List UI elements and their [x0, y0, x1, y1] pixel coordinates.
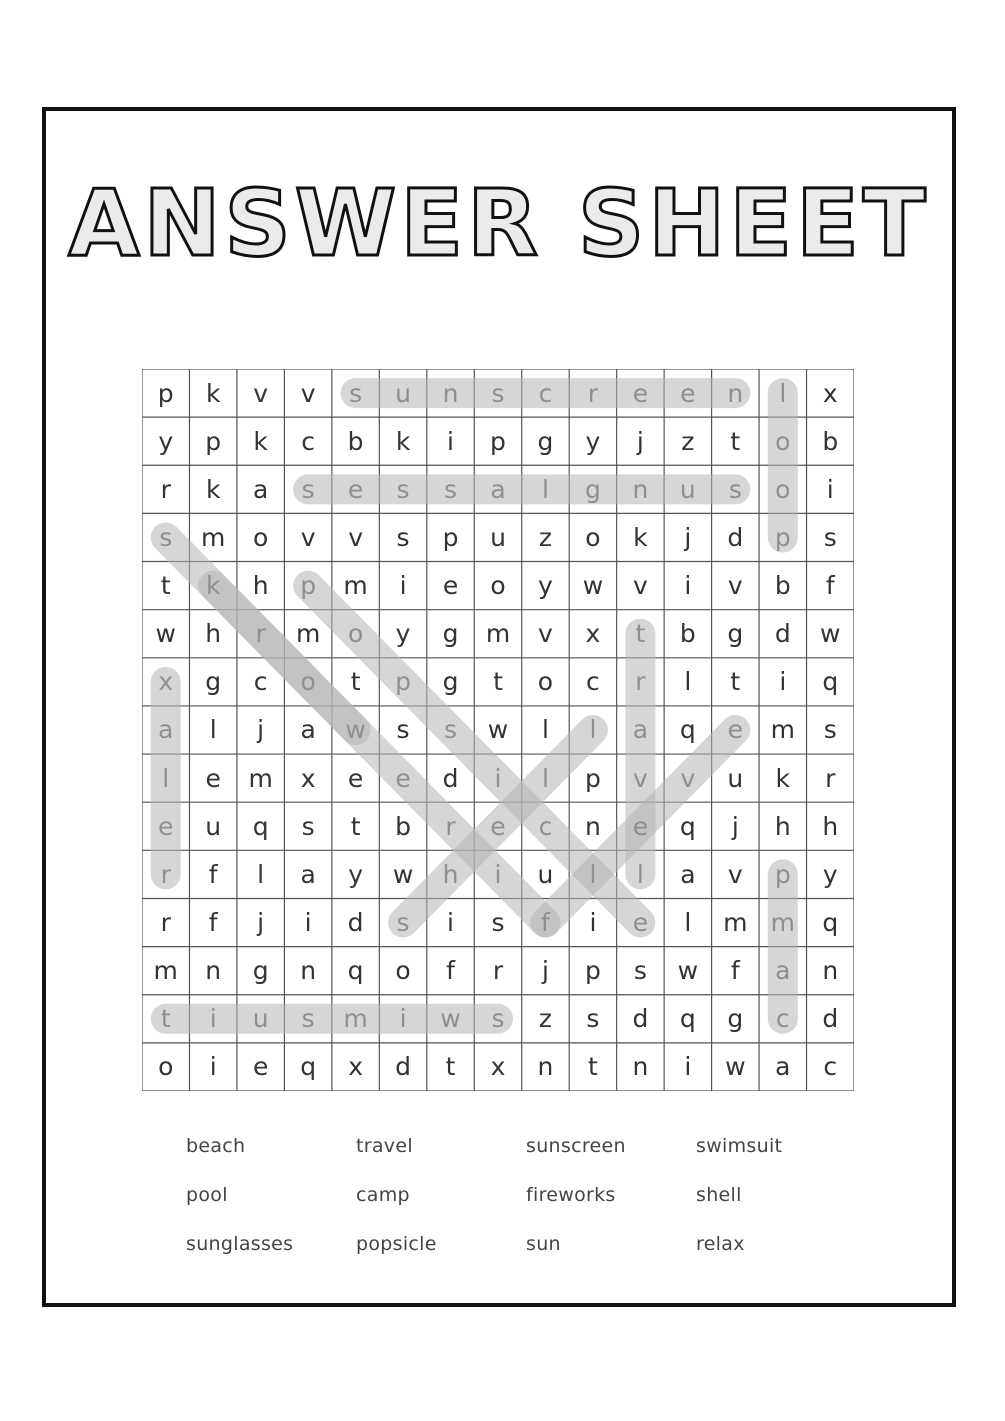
grid-cell: g: [205, 667, 222, 697]
grid-cell: n: [632, 474, 649, 504]
grid-cell: w: [582, 571, 604, 601]
grid-cell: z: [538, 1004, 553, 1034]
word-list-item: popsicle: [356, 1233, 437, 1255]
grid-cell: m: [343, 571, 368, 601]
grid-cell: y: [822, 859, 838, 889]
word-list-item: sunglasses: [186, 1233, 294, 1255]
grid-cell: s: [491, 1004, 505, 1034]
grid-cell: x: [822, 378, 838, 408]
grid-cell: u: [205, 811, 222, 841]
grid-cell: j: [636, 426, 644, 456]
grid-cell: o: [537, 667, 554, 697]
grid-cell: p: [300, 571, 317, 601]
grid-cell: x: [490, 1052, 506, 1082]
grid-cell: c: [253, 667, 268, 697]
grid-cell: n: [584, 811, 601, 841]
grid-cell: m: [295, 619, 321, 649]
grid-cell: s: [823, 522, 837, 552]
grid-cell: t: [493, 667, 503, 697]
grid-cell: n: [537, 1052, 554, 1082]
grid-cell: v: [348, 522, 363, 552]
grid-cell: a: [680, 859, 696, 889]
grid-cell: o: [775, 426, 791, 456]
grid-cell: c: [538, 378, 553, 408]
grid-cell: o: [490, 571, 506, 601]
grid-cell: h: [774, 811, 791, 841]
grid-cell: p: [774, 522, 791, 552]
grid-cell: v: [727, 859, 743, 889]
grid-cell: w: [677, 956, 699, 986]
grid-cell: r: [825, 763, 836, 793]
grid-cell: s: [491, 378, 505, 408]
grid-cell: t: [445, 1052, 456, 1082]
grid-cell: o: [395, 956, 411, 986]
grid-cell: k: [205, 474, 221, 504]
page-title: ANSWER SHEET: [68, 170, 930, 277]
grid-cell: e: [395, 763, 411, 793]
grid-cell: p: [584, 763, 601, 793]
grid-cell: y: [538, 571, 553, 601]
grid-cell: m: [153, 956, 178, 986]
grid-cell: d: [395, 1052, 411, 1082]
grid-cell: s: [301, 474, 315, 504]
grid-cell: r: [587, 378, 599, 408]
grid-cell: i: [494, 763, 502, 793]
grid-cell: k: [775, 763, 791, 793]
grid-cell: l: [257, 859, 265, 889]
grid-cell: i: [209, 1004, 217, 1034]
grid-cell: b: [347, 426, 364, 456]
letter-grid: [142, 369, 854, 1091]
grid-cell: c: [301, 426, 315, 456]
grid-cell: s: [349, 378, 363, 408]
grid-cell: s: [396, 474, 410, 504]
grid-cell: q: [822, 908, 839, 938]
grid-cell: h: [252, 571, 269, 601]
grid-cell: e: [727, 715, 744, 745]
grid-cell: y: [348, 859, 363, 889]
grid-cell: a: [775, 1052, 791, 1082]
grid-cell: m: [343, 1004, 368, 1034]
grid-cell: e: [680, 378, 696, 408]
grid-cell: r: [255, 619, 266, 649]
grid-cell: q: [252, 811, 269, 841]
word-list-item: swimsuit: [696, 1135, 783, 1157]
grid-cell: v: [632, 763, 648, 793]
grid-cell: q: [822, 667, 839, 697]
grid-cell: e: [252, 1052, 269, 1082]
grid-cell: i: [589, 908, 597, 938]
grid-cell: j: [257, 908, 265, 938]
grid-cell: o: [347, 619, 364, 649]
grid-cell: r: [160, 474, 171, 504]
grid-cell: n: [442, 378, 459, 408]
grid-cell: i: [447, 908, 454, 938]
grid-cell: w: [155, 619, 176, 649]
grid-cell: a: [300, 715, 316, 745]
grid-cell: b: [395, 811, 411, 841]
grid-cell: w: [820, 619, 841, 649]
grid-cell: p: [584, 956, 601, 986]
grid-cell: k: [633, 522, 648, 552]
word-list-item: fireworks: [526, 1184, 616, 1206]
grid-cell: w: [345, 715, 366, 745]
grid-cell: v: [680, 763, 696, 793]
grid-cell: u: [395, 378, 411, 408]
grid-cell: p: [774, 859, 791, 889]
grid-cell: e: [158, 811, 174, 841]
word-list-item: shell: [696, 1184, 742, 1206]
grid-cell: p: [490, 426, 506, 456]
grid-cell: i: [304, 908, 312, 938]
grid-cell: q: [679, 715, 696, 745]
grid-cell: k: [205, 378, 221, 408]
grid-cell: j: [257, 715, 265, 745]
grid-cell: c: [586, 667, 600, 697]
grid-cell: l: [636, 859, 644, 889]
word-list-item: sun: [526, 1233, 561, 1255]
grid-cell: u: [727, 763, 744, 793]
grid-cell: u: [490, 522, 506, 552]
grid-cell: t: [588, 1052, 598, 1082]
grid-cell: c: [775, 1004, 790, 1034]
grid-cell: l: [209, 715, 217, 745]
grid-cell: t: [635, 619, 646, 649]
grid-cell: m: [770, 715, 795, 745]
grid-cell: i: [779, 667, 787, 697]
grid-cell: b: [679, 619, 696, 649]
grid-cell: o: [585, 522, 601, 552]
grid-cell: n: [632, 1052, 649, 1082]
grid-cell: g: [442, 667, 459, 697]
grid-cell: d: [774, 619, 791, 649]
grid-cell: x: [300, 763, 316, 793]
grid-cell: e: [442, 571, 459, 601]
grid-cell: u: [537, 859, 554, 889]
grid-cell: a: [775, 956, 791, 986]
word-search-grid: [142, 369, 854, 1091]
grid-cell: m: [723, 908, 748, 938]
grid-cell: a: [490, 474, 506, 504]
grid-cell: i: [684, 571, 692, 601]
grid-cell: x: [585, 619, 601, 649]
grid-cell: e: [347, 474, 364, 504]
grid-cell: w: [487, 715, 509, 745]
grid-cell: b: [822, 426, 839, 456]
grid-cell: p: [442, 522, 459, 552]
grid-cell: l: [541, 474, 549, 504]
grid-cell: g: [727, 619, 744, 649]
grid-cell: k: [253, 426, 268, 456]
grid-cell: e: [632, 908, 649, 938]
grid-cell: u: [679, 474, 696, 504]
grid-cell: r: [160, 859, 171, 889]
grid-cell: g: [442, 619, 459, 649]
grid-cell: g: [584, 474, 601, 504]
grid-cell: s: [491, 908, 505, 938]
grid-cell: i: [209, 1052, 217, 1082]
grid-cell: j: [541, 956, 549, 986]
grid-cell: t: [350, 811, 361, 841]
grid-cell: q: [679, 811, 696, 841]
grid-cell: j: [731, 811, 739, 841]
grid-cell: s: [633, 956, 647, 986]
grid-cell: d: [727, 522, 744, 552]
grid-cell: d: [347, 908, 364, 938]
grid-cell: m: [248, 763, 273, 793]
grid-cell: n: [822, 956, 839, 986]
grid-cell: s: [396, 522, 410, 552]
grid-cell: l: [541, 763, 549, 793]
grid-cell: l: [162, 763, 170, 793]
grid-cell: n: [300, 956, 317, 986]
grid-cell: w: [392, 859, 414, 889]
grid-cell: i: [447, 426, 454, 456]
word-list-item: beach: [186, 1135, 246, 1157]
grid-cell: v: [300, 378, 316, 408]
grid-cell: e: [490, 811, 506, 841]
grid-cell: v: [300, 522, 316, 552]
grid-cell: z: [538, 522, 553, 552]
grid-cell: g: [537, 426, 554, 456]
grid-cell: x: [348, 1052, 363, 1082]
grid-cell: z: [681, 426, 695, 456]
grid-cell: u: [252, 1004, 269, 1034]
grid-cell: c: [823, 1052, 838, 1082]
grid-cell: s: [444, 715, 458, 745]
grid-cell: f: [825, 571, 835, 601]
grid-cell: y: [395, 619, 411, 649]
word-list-item: relax: [696, 1233, 745, 1255]
grid-cell: b: [774, 571, 791, 601]
grid-cell: t: [160, 571, 171, 601]
grid-cell: t: [160, 1004, 171, 1034]
grid-cell: o: [253, 522, 269, 552]
grid-cell: m: [485, 619, 511, 649]
grid-cell: k: [205, 571, 221, 601]
grid-cell: s: [823, 715, 837, 745]
grid-cell: m: [201, 522, 226, 552]
grid-cell: e: [632, 378, 649, 408]
grid-cell: r: [635, 667, 646, 697]
word-list-item: pool: [186, 1184, 228, 1206]
grid-cell: l: [589, 715, 597, 745]
grid-cell: s: [301, 811, 315, 841]
grid-cell: k: [395, 426, 411, 456]
grid-cell: v: [253, 378, 269, 408]
grid-cell: t: [730, 426, 741, 456]
grid-cell: g: [252, 956, 269, 986]
grid-cell: r: [445, 811, 456, 841]
grid-cell: x: [158, 667, 174, 697]
grid-cell: a: [632, 715, 649, 745]
grid-cell: s: [444, 474, 458, 504]
grid-cell: j: [684, 522, 692, 552]
grid-cell: e: [632, 811, 649, 841]
grid-cell: r: [492, 956, 504, 986]
grid-cell: n: [727, 378, 744, 408]
word-list-item: travel: [356, 1135, 413, 1157]
grid-cell: a: [300, 859, 316, 889]
grid-cell: l: [684, 908, 692, 938]
grid-cell: y: [158, 426, 174, 456]
grid-cell: w: [725, 1052, 746, 1082]
grid-cell: v: [538, 619, 553, 649]
grid-cell: p: [205, 426, 222, 456]
grid-cell: s: [159, 522, 173, 552]
grid-cell: s: [586, 1004, 600, 1034]
grid-cell: v: [727, 571, 743, 601]
grid-cell: s: [396, 715, 410, 745]
grid-cell: o: [775, 474, 791, 504]
grid-cell: i: [684, 1052, 692, 1082]
grid-cell: l: [684, 667, 692, 697]
grid-cell: f: [208, 859, 218, 889]
grid-cell: v: [632, 571, 648, 601]
word-list-item: camp: [356, 1184, 410, 1206]
grid-cell: e: [205, 763, 221, 793]
grid-cell: o: [300, 667, 316, 697]
grid-cell: p: [395, 667, 411, 697]
grid-cell: w: [440, 1004, 461, 1034]
grid-cell: i: [826, 474, 834, 504]
grid-cell: c: [538, 811, 553, 841]
word-list: [186, 1132, 866, 1279]
grid-cell: p: [157, 378, 174, 408]
grid-cell: q: [679, 1004, 696, 1034]
grid-cell: f: [446, 956, 455, 986]
grid-cell: l: [541, 715, 549, 745]
grid-cell: i: [494, 859, 502, 889]
grid-cell: s: [728, 474, 742, 504]
grid-cell: h: [822, 811, 839, 841]
word-list-item: sunscreen: [526, 1135, 626, 1157]
grid-cell: d: [632, 1004, 649, 1034]
grid-cell: q: [347, 956, 364, 986]
grid-cell: o: [158, 1052, 174, 1082]
grid-cell: e: [347, 763, 364, 793]
grid-cell: m: [770, 908, 795, 938]
grid-cell: t: [730, 667, 741, 697]
grid-cell: l: [589, 859, 597, 889]
grid-cell: h: [205, 619, 222, 649]
grid-cell: l: [779, 378, 787, 408]
grid-cell: y: [585, 426, 601, 456]
grid-cell: f: [208, 908, 218, 938]
grid-cell: f: [730, 956, 740, 986]
grid-cell: g: [727, 1004, 744, 1034]
grid-cell: f: [541, 908, 550, 938]
grid-cell: q: [300, 1052, 317, 1082]
grid-cell: a: [252, 474, 269, 504]
grid-cell: a: [158, 715, 174, 745]
grid-cell: i: [399, 1004, 407, 1034]
grid-cell: d: [822, 1004, 839, 1034]
grid-cell: n: [205, 956, 222, 986]
grid-cell: t: [350, 667, 361, 697]
grid-cell: h: [442, 859, 459, 889]
grid-cell: s: [396, 908, 410, 938]
grid-cell: i: [399, 571, 407, 601]
grid-cell: d: [442, 763, 459, 793]
grid-cell: r: [160, 908, 171, 938]
grid-cell: s: [301, 1004, 315, 1034]
